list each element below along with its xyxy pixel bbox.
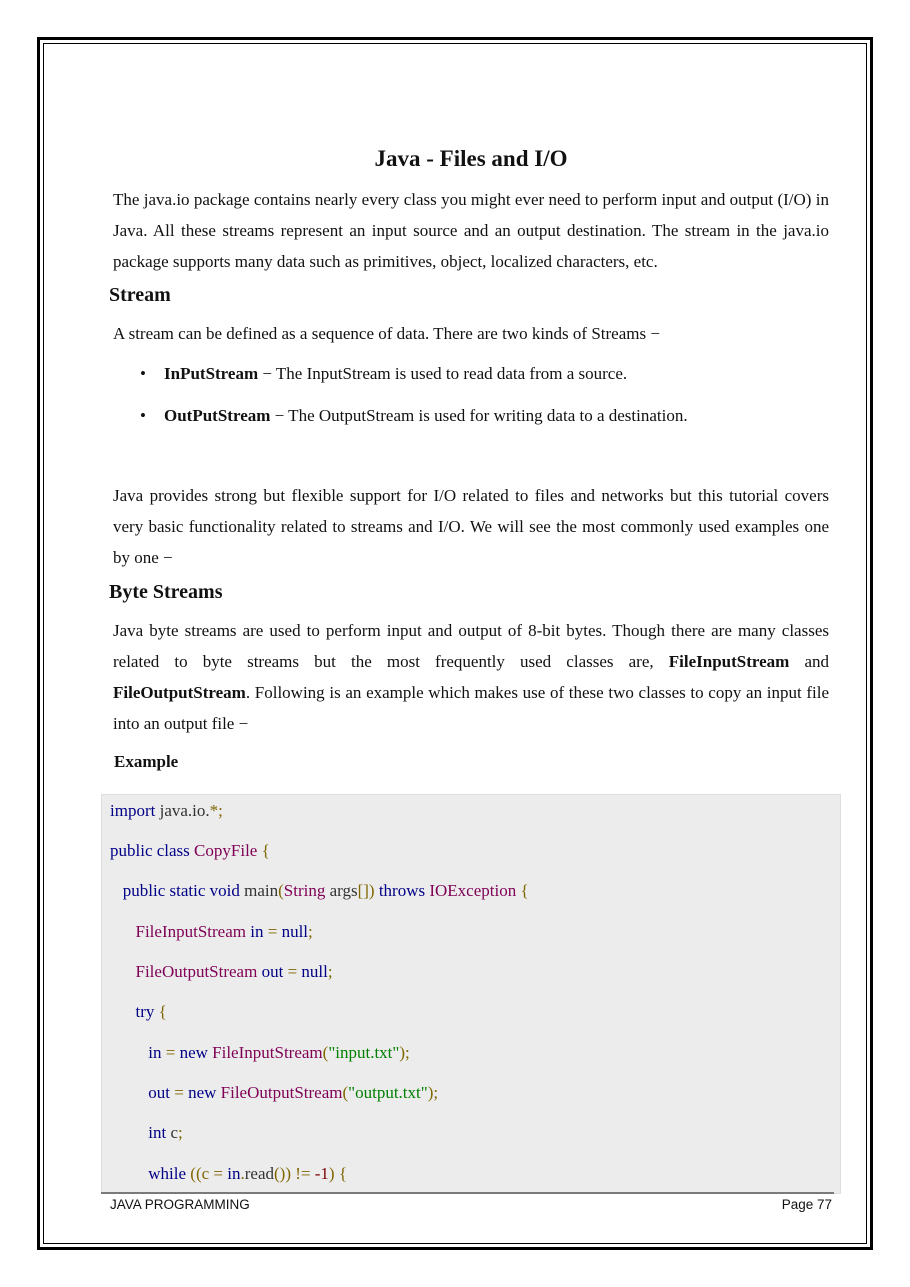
code-token: in bbox=[245, 922, 268, 941]
code-token: { bbox=[257, 841, 270, 860]
code-token: null bbox=[281, 922, 309, 941]
byte-text-and: and bbox=[789, 652, 830, 671]
code-token: ) { bbox=[328, 1164, 347, 1183]
byte-streams-paragraph bbox=[113, 615, 829, 739]
code-token: ( bbox=[342, 1083, 349, 1102]
code-token bbox=[110, 1043, 148, 1062]
code-token: = bbox=[267, 922, 282, 941]
stream-bullet-list bbox=[140, 358, 688, 442]
code-token: . bbox=[240, 1164, 245, 1183]
code-token: ( bbox=[322, 1043, 329, 1062]
code-token: int bbox=[148, 1123, 167, 1142]
bullet-term: OutPutStream bbox=[164, 406, 271, 425]
code-line bbox=[110, 962, 333, 982]
code-line bbox=[110, 1083, 438, 1103]
code-token: CopyFile bbox=[194, 841, 258, 860]
code-line bbox=[110, 1043, 410, 1063]
code-token: ((c = bbox=[190, 1164, 228, 1183]
code-token: FileInputStream bbox=[212, 1043, 323, 1062]
code-token: "output.txt" bbox=[348, 1083, 428, 1102]
code-token: args bbox=[325, 881, 358, 900]
code-token: = bbox=[174, 1083, 189, 1102]
code-token: read bbox=[244, 1164, 274, 1183]
byte-term-fileoutputstream: FileOutputStream bbox=[113, 683, 246, 702]
code-token: ); bbox=[427, 1083, 439, 1102]
code-token: ( bbox=[278, 881, 284, 900]
code-token: public class bbox=[110, 841, 195, 860]
code-token: try bbox=[135, 1002, 155, 1021]
code-token: new bbox=[188, 1083, 221, 1102]
bullet-text: − The OutputStream is used for writing data to a destination. bbox=[270, 406, 688, 425]
footer-page-number: Page 77 bbox=[781, 1197, 832, 1212]
code-token: c bbox=[166, 1123, 178, 1142]
code-token: ; bbox=[178, 1123, 183, 1142]
code-token: import bbox=[110, 801, 156, 820]
stream-heading: Stream bbox=[109, 284, 171, 306]
page-title: Java - Files and I/O bbox=[374, 146, 568, 171]
code-line bbox=[110, 1123, 183, 1143]
code-token: ); bbox=[399, 1043, 410, 1062]
code-token bbox=[110, 1123, 148, 1142]
code-token bbox=[110, 962, 136, 981]
code-token: IOException bbox=[429, 881, 517, 900]
code-token: ; bbox=[327, 962, 333, 981]
code-token: "input.txt" bbox=[328, 1043, 400, 1062]
stream-paragraph: A stream can be defined as a sequence of data. There are two kinds of Streams − bbox=[113, 324, 660, 343]
code-token: -1 bbox=[314, 1164, 329, 1183]
bullet-item-outputstream bbox=[140, 400, 688, 442]
code-token: null bbox=[301, 962, 328, 981]
byte-text-part-1: Java byte streams are used to perform input and output of 8-bit bytes. Though there are many classes related to byte streams but the most frequently used classes are, bbox=[113, 621, 829, 671]
code-token bbox=[110, 922, 136, 941]
code-token: in bbox=[227, 1164, 241, 1183]
code-token: in bbox=[148, 1043, 166, 1062]
code-token: java.io. bbox=[155, 801, 210, 820]
support-paragraph: Java provides strong but flexible support for I/O related to files and networks but this tutorial covers very basic functionality related to streams and I/O. We will see the most commonly used examples one by one − bbox=[113, 486, 829, 567]
code-token: main bbox=[239, 881, 279, 900]
byte-streams-heading: Byte Streams bbox=[109, 581, 223, 603]
code-token: throws bbox=[378, 881, 430, 900]
code-token bbox=[110, 881, 123, 900]
footer-rule bbox=[101, 1192, 834, 1194]
byte-term-fileinputstream: FileInputStream bbox=[668, 652, 790, 671]
code-token: public static void bbox=[122, 881, 240, 900]
code-token: String bbox=[283, 881, 326, 900]
code-line bbox=[110, 881, 529, 901]
code-token: { bbox=[154, 1002, 167, 1021]
code-token: = bbox=[287, 962, 302, 981]
code-token: ()) != bbox=[274, 1164, 315, 1183]
bullet-text: − The InputStream is used to read data from a source. bbox=[258, 364, 628, 383]
code-token: *; bbox=[209, 801, 223, 820]
bullet-item-inputstream bbox=[140, 358, 688, 400]
bullet-dot-icon: • bbox=[140, 364, 146, 383]
code-token: ; bbox=[308, 922, 313, 941]
code-token: out bbox=[148, 1083, 175, 1102]
code-line bbox=[110, 801, 223, 821]
code-line bbox=[110, 841, 270, 861]
code-token: new bbox=[179, 1043, 213, 1062]
code-token: FileOutputStream bbox=[135, 962, 258, 981]
bullet-term: InPutStream bbox=[164, 364, 259, 383]
code-token bbox=[110, 1164, 148, 1183]
footer-title: JAVA PROGRAMMING bbox=[110, 1197, 250, 1212]
code-token: FileOutputStream bbox=[220, 1083, 343, 1102]
byte-text-part-2: . Following is an example which makes use of these two classes to copy an input file into an output file − bbox=[113, 683, 829, 733]
intro-paragraph: The java.io package contains nearly every class you might ever need to perform input and output (I/O) in Java. All these streams represent an input source and an output destination. The stream in the java.io package supports many data such as primitives, object, localized characters, etc. bbox=[113, 190, 829, 271]
code-block bbox=[101, 794, 841, 1194]
code-line bbox=[110, 922, 313, 942]
code-token: []) bbox=[357, 881, 379, 900]
code-token bbox=[110, 1002, 136, 1021]
code-token: out bbox=[257, 962, 288, 981]
code-token: FileInputStream bbox=[135, 922, 246, 941]
code-token: { bbox=[516, 881, 529, 900]
example-label: Example bbox=[114, 752, 179, 771]
code-token bbox=[110, 1083, 148, 1102]
code-token: = bbox=[165, 1043, 180, 1062]
code-line bbox=[110, 1164, 347, 1184]
bullet-dot-icon: • bbox=[140, 406, 146, 425]
code-line bbox=[110, 1002, 167, 1022]
code-token: while bbox=[148, 1164, 191, 1183]
